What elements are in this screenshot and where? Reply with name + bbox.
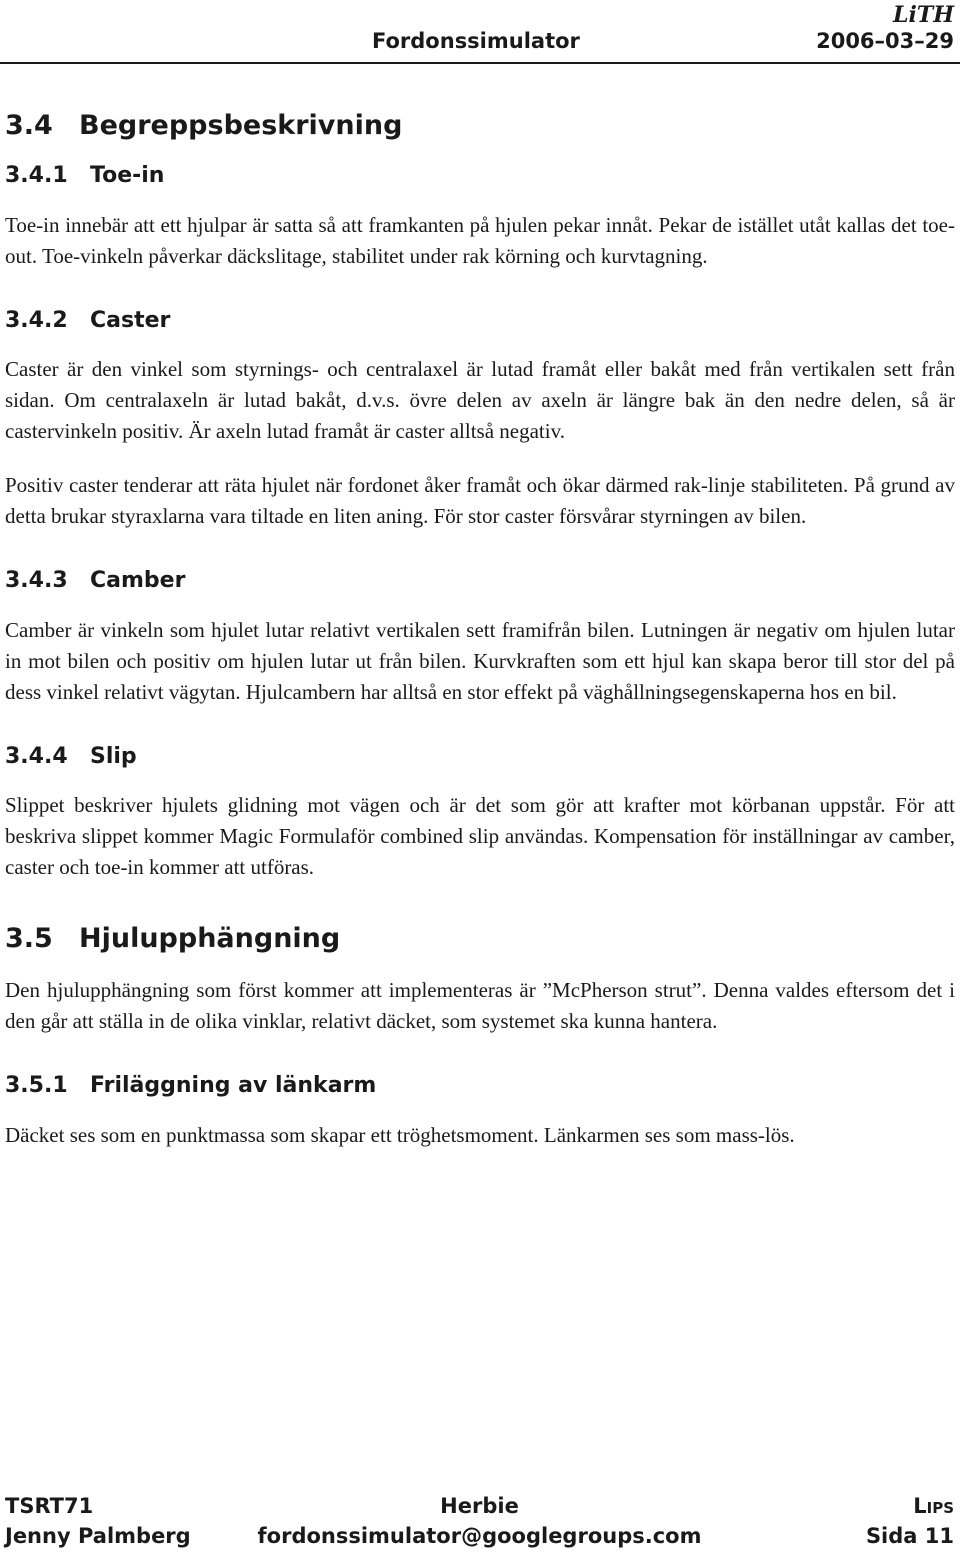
subsection-title: Camber bbox=[90, 568, 186, 594]
paragraph-camber: Camber är vinkeln som hjulet lutar relativt vertikalen sett framifrån bilen. Lutningen är negativ om hjulen lutar in mot bilen och positiv om hjulen lutar ut från bilen. Kurvkraften som ett hjul kan skapa beror till stor del på dess vinkel relativt vägytan. Hjulcambern har alltså en stor effekt på väghållningsegenskaperna hos en bil. bbox=[5, 617, 955, 704]
section-number: 3.5 bbox=[5, 922, 53, 954]
subsection-number: 3.4.1 bbox=[5, 163, 68, 189]
footer-author: Jenny Palmberg bbox=[5, 1524, 191, 1548]
lith-logo: LiTH bbox=[893, 2, 954, 28]
page-header bbox=[0, 2, 960, 60]
header-title: Fordonssimulator bbox=[372, 29, 580, 53]
subsection-title: Toe-in bbox=[90, 163, 165, 189]
subsection-heading-frilaggning bbox=[5, 1073, 955, 1099]
section-title: Hjulupphängning bbox=[79, 922, 341, 954]
section-heading-3-4 bbox=[5, 110, 955, 142]
footer-group: Lips bbox=[913, 1494, 954, 1518]
subsection-number: 3.4.4 bbox=[5, 743, 68, 769]
page-footer bbox=[5, 1494, 954, 1554]
paragraph-caster-2: Positiv caster tenderar att räta hjulet när fordonet åker framåt och ökar därmed rak-linje stabiliteten. På grund av detta brukar styraxlarna vara tiltade en liten aning. För stor caster försvårar styrningen av bilen. bbox=[5, 473, 955, 529]
footer-page-number: Sida 11 bbox=[865, 1524, 954, 1548]
subsection-title: Friläggning av länkarm bbox=[90, 1073, 377, 1099]
subsection-heading-slip bbox=[5, 744, 955, 770]
footer-course: TSRT71 bbox=[5, 1494, 94, 1518]
subsection-number: 3.4.2 bbox=[5, 307, 68, 333]
subsection-heading-toe-in bbox=[5, 163, 955, 189]
paragraph-slip: Slippet beskriver hjulets glidning mot vägen och är det som gör att krafter mot körbanan uppstår. För att beskriva slippet kommer Magic Formulaför combined slip användas. Kompensation för inställningar av camber, caster och toe-in kommer att utföras. bbox=[5, 792, 955, 879]
subsection-title: Caster bbox=[90, 307, 171, 333]
header-date: 2006–03–29 bbox=[816, 29, 954, 53]
header-rule bbox=[0, 62, 960, 64]
section-title: Begreppsbeskrivning bbox=[79, 110, 403, 141]
footer-project: Herbie bbox=[440, 1494, 519, 1518]
paragraph-caster-1: Caster är den vinkel som styrnings- och centralaxel är lutad framåt eller bakåt med från vertikalen sett från sidan. Om centralaxeln är lutad bakåt, d.v.s. övre delen av axeln är längre bak än den nedre delen, så är castervinkeln positiv. Är axeln lutad framåt är caster alltså negativ. bbox=[5, 357, 955, 444]
subsection-number: 3.4.3 bbox=[5, 568, 68, 594]
paragraph-toe-in: Toe-in innebär att ett hjulpar är satta så att framkanten på hjulen pekar innåt. Pekar de istället utåt kallas det toe-out. Toe-vinkeln påverkar däckslitage, stabilitet under rak körning och kurvtagning. bbox=[5, 212, 955, 268]
subsection-heading-caster bbox=[5, 308, 955, 334]
page-content bbox=[5, 96, 955, 1151]
paragraph-frilaggning: Däcket ses som en punktmassa som skapar ett tröghetsmoment. Länkarmen ses som mass-lös. bbox=[5, 1122, 795, 1147]
subsection-number: 3.5.1 bbox=[5, 1073, 68, 1099]
section-heading-3-5 bbox=[5, 923, 955, 955]
footer-email: fordonssimulator@googlegroups.com bbox=[257, 1524, 702, 1548]
subsection-heading-camber bbox=[5, 568, 955, 594]
paragraph-hjulupphangning: Den hjulupphängning som först kommer att implementeras är ”McPherson strut”. Denna valdes eftersom det i den går att ställa in de olika vinklar, relativt däcket, som systemet ska kunna hantera. bbox=[5, 978, 955, 1034]
subsection-title: Slip bbox=[90, 743, 137, 769]
section-number: 3.4 bbox=[5, 110, 53, 141]
